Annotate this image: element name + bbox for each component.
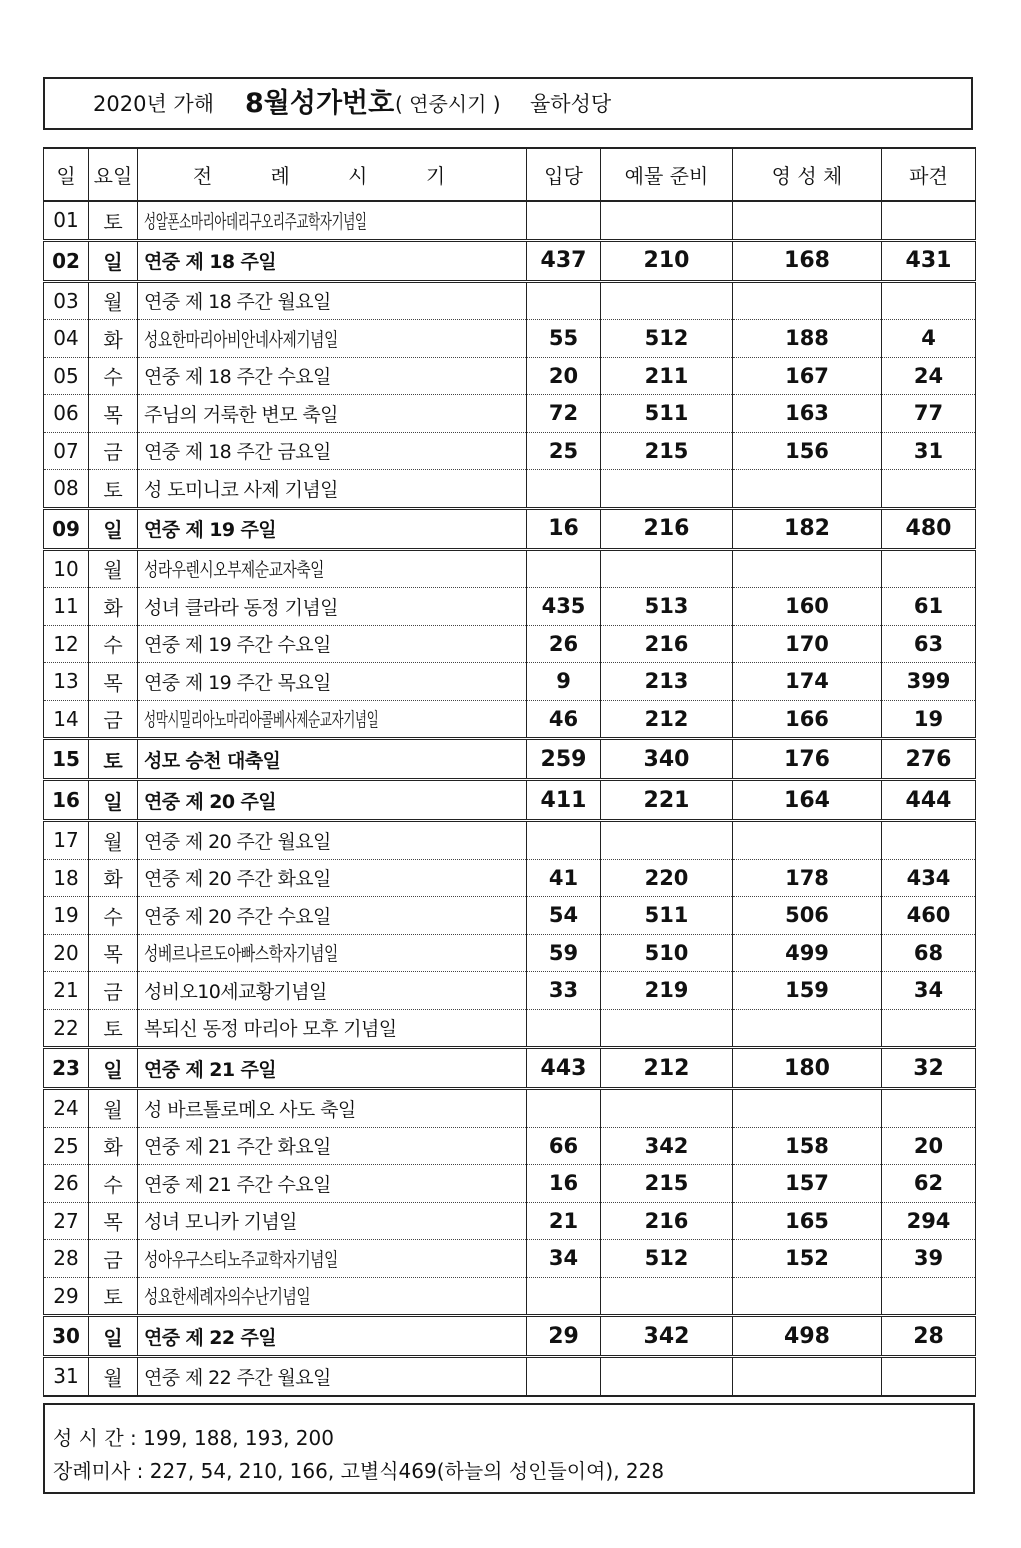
cell-day: 18 xyxy=(44,859,89,897)
cell-liturgy xyxy=(138,201,527,240)
cell-dow: 화 xyxy=(89,859,138,897)
table-row xyxy=(44,432,976,470)
cell-dow: 화 xyxy=(89,1127,138,1165)
table-row xyxy=(44,897,976,935)
table-row xyxy=(44,1165,976,1203)
cell-offertory: 511 xyxy=(601,897,733,935)
cell-entrance: 25 xyxy=(527,432,601,470)
cell-day: 30 xyxy=(44,1316,89,1357)
cell-day: 10 xyxy=(44,549,89,588)
cell-communion: 165 xyxy=(733,1202,882,1240)
cell-offertory: 212 xyxy=(601,700,733,739)
cell-entrance: 54 xyxy=(527,897,601,935)
cell-liturgy: 연중 제 20 주간 화요일 xyxy=(138,859,527,897)
cell-communion xyxy=(733,1009,882,1048)
cell-offertory: 220 xyxy=(601,859,733,897)
cell-liturgy: 연중 제 19 주간 목요일 xyxy=(138,663,527,701)
hymn-table xyxy=(43,147,976,1397)
cell-liturgy: 연중 제 19 주일 xyxy=(138,508,527,549)
cell-dow: 토 xyxy=(89,1009,138,1048)
cell-dismissal: 480 xyxy=(882,508,976,549)
liturgy-text: 성막시밀리아노마리아콜베사제순교자기념일 xyxy=(144,709,379,732)
cell-dismissal: 399 xyxy=(882,663,976,701)
cell-entrance: 72 xyxy=(527,395,601,433)
col-header-dismissal: 파견 xyxy=(882,148,976,201)
cell-communion: 166 xyxy=(733,700,882,739)
cell-day: 03 xyxy=(44,281,89,320)
cell-liturgy: 성비오10세교황기념일 xyxy=(138,972,527,1010)
cell-entrance: 443 xyxy=(527,1048,601,1089)
cell-day: 25 xyxy=(44,1127,89,1165)
cell-dow: 수 xyxy=(89,1165,138,1203)
cell-day: 23 xyxy=(44,1048,89,1089)
table-row xyxy=(44,395,976,433)
table-row xyxy=(44,508,976,549)
cell-day: 19 xyxy=(44,897,89,935)
table-row xyxy=(44,1089,976,1128)
cell-communion: 159 xyxy=(733,972,882,1010)
table-row xyxy=(44,281,976,320)
cell-offertory: 221 xyxy=(601,780,733,821)
cell-dismissal: 294 xyxy=(882,1202,976,1240)
table-row xyxy=(44,1127,976,1165)
cell-liturgy xyxy=(138,1277,527,1316)
liturgy-text: 성알폰소마리아데리구오리주교학자기념일 xyxy=(144,210,367,233)
cell-entrance xyxy=(527,281,601,320)
cell-communion: 174 xyxy=(733,663,882,701)
cell-liturgy: 연중 제 19 주간 수요일 xyxy=(138,625,527,663)
cell-day: 20 xyxy=(44,934,89,972)
cell-dow: 일 xyxy=(89,508,138,549)
cell-dow: 토 xyxy=(89,739,138,780)
cell-liturgy: 복되신 동정 마리아 모후 기념일 xyxy=(138,1009,527,1048)
table-body xyxy=(44,201,976,1396)
cell-communion xyxy=(733,549,882,588)
cell-dow: 토 xyxy=(89,470,138,509)
cell-dismissal: 39 xyxy=(882,1240,976,1278)
cell-dismissal xyxy=(882,549,976,588)
cell-dismissal: 4 xyxy=(882,320,976,358)
cell-entrance: 16 xyxy=(527,508,601,549)
cell-dow: 목 xyxy=(89,934,138,972)
cell-entrance: 33 xyxy=(527,972,601,1010)
cell-liturgy: 성 도미니코 사제 기념일 xyxy=(138,470,527,509)
cell-dow: 월 xyxy=(89,1089,138,1128)
table-row xyxy=(44,588,976,626)
cell-communion: 168 xyxy=(733,240,882,281)
cell-entrance: 29 xyxy=(527,1316,601,1357)
cell-dow: 토 xyxy=(89,201,138,240)
cell-entrance xyxy=(527,1357,601,1396)
liturgy-text: 성요한마리아비안네사제기념일 xyxy=(144,328,338,351)
cell-offertory: 342 xyxy=(601,1127,733,1165)
cell-day: 16 xyxy=(44,780,89,821)
cell-entrance xyxy=(527,549,601,588)
header-box xyxy=(43,77,973,130)
liturgy-text: 성요한세례자의수난기념일 xyxy=(144,1286,311,1309)
cell-dow: 수 xyxy=(89,625,138,663)
cell-day: 31 xyxy=(44,1357,89,1396)
table-row xyxy=(44,470,976,509)
cell-dismissal: 34 xyxy=(882,972,976,1010)
cell-dow: 수 xyxy=(89,357,138,395)
cell-liturgy: 연중 제 18 주간 금요일 xyxy=(138,432,527,470)
table-row xyxy=(44,1277,976,1316)
header-year: 2020년 가해 xyxy=(93,92,214,116)
cell-liturgy: 성모 승천 대축일 xyxy=(138,739,527,780)
cell-communion xyxy=(733,1357,882,1396)
cell-day: 11 xyxy=(44,588,89,626)
table-row xyxy=(44,1316,976,1357)
cell-communion: 188 xyxy=(733,320,882,358)
cell-day: 05 xyxy=(44,357,89,395)
table-row xyxy=(44,201,976,240)
cell-entrance: 411 xyxy=(527,780,601,821)
col-header-offertory: 예물 준비 xyxy=(601,148,733,201)
cell-liturgy: 성 바르톨로메오 사도 축일 xyxy=(138,1089,527,1128)
cell-liturgy: 연중 제 20 주일 xyxy=(138,780,527,821)
cell-offertory: 219 xyxy=(601,972,733,1010)
cell-dow: 일 xyxy=(89,1048,138,1089)
cell-entrance: 26 xyxy=(527,625,601,663)
cell-entrance: 20 xyxy=(527,357,601,395)
cell-dismissal: 19 xyxy=(882,700,976,739)
cell-offertory xyxy=(601,1009,733,1048)
cell-dow: 월 xyxy=(89,821,138,860)
cell-entrance: 259 xyxy=(527,739,601,780)
cell-offertory: 210 xyxy=(601,240,733,281)
table-row xyxy=(44,1240,976,1278)
cell-dow: 목 xyxy=(89,395,138,433)
cell-liturgy: 연중 제 22 주간 월요일 xyxy=(138,1357,527,1396)
cell-entrance: 41 xyxy=(527,859,601,897)
cell-communion: 158 xyxy=(733,1127,882,1165)
cell-liturgy xyxy=(138,320,527,358)
cell-offertory: 216 xyxy=(601,625,733,663)
cell-dismissal: 444 xyxy=(882,780,976,821)
table-row xyxy=(44,972,976,1010)
cell-offertory: 513 xyxy=(601,588,733,626)
cell-dow: 금 xyxy=(89,432,138,470)
cell-offertory: 340 xyxy=(601,739,733,780)
cell-offertory xyxy=(601,1357,733,1396)
cell-day: 17 xyxy=(44,821,89,860)
cell-day: 02 xyxy=(44,240,89,281)
cell-day: 13 xyxy=(44,663,89,701)
cell-day: 29 xyxy=(44,1277,89,1316)
cell-day: 26 xyxy=(44,1165,89,1203)
cell-communion xyxy=(733,1277,882,1316)
cell-offertory: 213 xyxy=(601,663,733,701)
cell-dismissal: 20 xyxy=(882,1127,976,1165)
table-row xyxy=(44,240,976,281)
cell-entrance: 46 xyxy=(527,700,601,739)
table-row xyxy=(44,1202,976,1240)
cell-offertory: 510 xyxy=(601,934,733,972)
table-row xyxy=(44,320,976,358)
cell-offertory: 512 xyxy=(601,320,733,358)
cell-liturgy: 연중 제 20 주간 월요일 xyxy=(138,821,527,860)
cell-day: 14 xyxy=(44,700,89,739)
cell-offertory xyxy=(601,1277,733,1316)
table-row xyxy=(44,934,976,972)
cell-day: 22 xyxy=(44,1009,89,1048)
cell-dismissal xyxy=(882,1277,976,1316)
cell-dow: 금 xyxy=(89,972,138,1010)
cell-dismissal xyxy=(882,1089,976,1128)
cell-dismissal: 24 xyxy=(882,357,976,395)
cell-dismissal xyxy=(882,1357,976,1396)
table-row xyxy=(44,1048,976,1089)
cell-dismissal: 434 xyxy=(882,859,976,897)
cell-liturgy xyxy=(138,549,527,588)
footer-funeral-mass: 장례미사 : 227, 54, 210, 166, 고별식469(하늘의 성인들이여), 228 xyxy=(53,1459,665,1483)
cell-dismissal: 62 xyxy=(882,1165,976,1203)
cell-liturgy xyxy=(138,1240,527,1278)
cell-entrance xyxy=(527,821,601,860)
cell-liturgy: 연중 제 21 주일 xyxy=(138,1048,527,1089)
cell-entrance: 66 xyxy=(527,1127,601,1165)
cell-entrance xyxy=(527,201,601,240)
cell-liturgy: 연중 제 22 주일 xyxy=(138,1316,527,1357)
cell-dismissal: 460 xyxy=(882,897,976,935)
liturgy-text: 성라우렌시오부제순교자축일 xyxy=(144,559,325,582)
cell-day: 09 xyxy=(44,508,89,549)
cell-communion: 152 xyxy=(733,1240,882,1278)
cell-entrance: 435 xyxy=(527,588,601,626)
cell-day: 21 xyxy=(44,972,89,1010)
col-header-communion: 영 성 체 xyxy=(733,148,882,201)
cell-offertory: 211 xyxy=(601,357,733,395)
cell-liturgy: 연중 제 21 주간 화요일 xyxy=(138,1127,527,1165)
cell-liturgy: 연중 제 21 주간 수요일 xyxy=(138,1165,527,1203)
cell-communion: 167 xyxy=(733,357,882,395)
cell-communion: 178 xyxy=(733,859,882,897)
cell-entrance xyxy=(527,470,601,509)
cell-dow: 화 xyxy=(89,320,138,358)
table-row xyxy=(44,663,976,701)
cell-day: 08 xyxy=(44,470,89,509)
cell-communion: 157 xyxy=(733,1165,882,1203)
cell-offertory xyxy=(601,549,733,588)
cell-offertory: 342 xyxy=(601,1316,733,1357)
cell-communion: 170 xyxy=(733,625,882,663)
cell-dismissal: 431 xyxy=(882,240,976,281)
cell-communion: 180 xyxy=(733,1048,882,1089)
table-header-row xyxy=(44,148,976,201)
cell-offertory xyxy=(601,821,733,860)
header-season: ( 연중시기 ) xyxy=(395,92,501,116)
cell-offertory: 215 xyxy=(601,432,733,470)
table-row xyxy=(44,700,976,739)
col-header-dow: 요일 xyxy=(89,148,138,201)
cell-dismissal xyxy=(882,821,976,860)
cell-offertory: 216 xyxy=(601,1202,733,1240)
table-row xyxy=(44,821,976,860)
cell-day: 04 xyxy=(44,320,89,358)
cell-communion: 164 xyxy=(733,780,882,821)
cell-dismissal: 31 xyxy=(882,432,976,470)
table-row xyxy=(44,859,976,897)
cell-day: 24 xyxy=(44,1089,89,1128)
cell-day: 06 xyxy=(44,395,89,433)
cell-communion xyxy=(733,281,882,320)
cell-dow: 목 xyxy=(89,663,138,701)
cell-offertory xyxy=(601,470,733,509)
cell-dow: 화 xyxy=(89,588,138,626)
table-row xyxy=(44,739,976,780)
cell-offertory: 212 xyxy=(601,1048,733,1089)
liturgy-text: 성아우구스티노주교학자기념일 xyxy=(144,1248,338,1271)
cell-dismissal: 68 xyxy=(882,934,976,972)
header-parish: 율하성당 xyxy=(530,92,612,116)
cell-day: 12 xyxy=(44,625,89,663)
cell-entrance: 9 xyxy=(527,663,601,701)
cell-offertory xyxy=(601,201,733,240)
table-row xyxy=(44,357,976,395)
cell-offertory xyxy=(601,1089,733,1128)
col-header-day: 일 xyxy=(44,148,89,201)
cell-entrance: 59 xyxy=(527,934,601,972)
cell-entrance xyxy=(527,1009,601,1048)
cell-entrance: 55 xyxy=(527,320,601,358)
table-row xyxy=(44,625,976,663)
cell-liturgy: 연중 제 20 주간 수요일 xyxy=(138,897,527,935)
cell-offertory: 216 xyxy=(601,508,733,549)
cell-liturgy: 성녀 모니카 기념일 xyxy=(138,1202,527,1240)
cell-offertory xyxy=(601,281,733,320)
cell-offertory: 511 xyxy=(601,395,733,433)
cell-dismissal: 28 xyxy=(882,1316,976,1357)
cell-communion xyxy=(733,821,882,860)
cell-entrance: 21 xyxy=(527,1202,601,1240)
cell-day: 01 xyxy=(44,201,89,240)
cell-liturgy: 주님의 거룩한 변모 축일 xyxy=(138,395,527,433)
cell-communion: 156 xyxy=(733,432,882,470)
cell-dismissal: 61 xyxy=(882,588,976,626)
cell-dismissal xyxy=(882,1009,976,1048)
cell-dow: 금 xyxy=(89,1240,138,1278)
cell-dismissal xyxy=(882,201,976,240)
cell-liturgy xyxy=(138,934,527,972)
footer-holy-hour: 성 시 간 : 199, 188, 193, 200 xyxy=(53,1426,334,1450)
liturgy-text: 성베르나르도아빠스학자기념일 xyxy=(144,943,338,966)
cell-dow: 수 xyxy=(89,897,138,935)
cell-liturgy: 연중 제 18 주일 xyxy=(138,240,527,281)
cell-communion: 160 xyxy=(733,588,882,626)
cell-dismissal xyxy=(882,281,976,320)
cell-liturgy: 연중 제 18 주간 수요일 xyxy=(138,357,527,395)
cell-entrance: 437 xyxy=(527,240,601,281)
table-row xyxy=(44,780,976,821)
cell-dow: 목 xyxy=(89,1202,138,1240)
cell-entrance: 34 xyxy=(527,1240,601,1278)
col-header-liturgy: 전 례 시 기 xyxy=(138,148,527,201)
cell-communion: 499 xyxy=(733,934,882,972)
cell-dismissal: 77 xyxy=(882,395,976,433)
table-row xyxy=(44,1357,976,1396)
table-row xyxy=(44,1009,976,1048)
cell-communion xyxy=(733,1089,882,1128)
cell-dow: 일 xyxy=(89,780,138,821)
cell-offertory: 215 xyxy=(601,1165,733,1203)
cell-communion: 498 xyxy=(733,1316,882,1357)
cell-entrance xyxy=(527,1089,601,1128)
cell-communion: 506 xyxy=(733,897,882,935)
cell-communion: 176 xyxy=(733,739,882,780)
page-title: 8월성가번호 xyxy=(245,88,395,119)
cell-communion: 182 xyxy=(733,508,882,549)
cell-dismissal xyxy=(882,470,976,509)
cell-liturgy xyxy=(138,700,527,739)
cell-day: 28 xyxy=(44,1240,89,1278)
cell-dismissal: 63 xyxy=(882,625,976,663)
table-row xyxy=(44,549,976,588)
cell-dow: 일 xyxy=(89,1316,138,1357)
cell-dow: 월 xyxy=(89,281,138,320)
cell-offertory: 512 xyxy=(601,1240,733,1278)
cell-dow: 월 xyxy=(89,549,138,588)
cell-communion: 163 xyxy=(733,395,882,433)
cell-dow: 일 xyxy=(89,240,138,281)
cell-liturgy: 연중 제 18 주간 월요일 xyxy=(138,281,527,320)
cell-communion xyxy=(733,470,882,509)
cell-communion xyxy=(733,201,882,240)
cell-day: 07 xyxy=(44,432,89,470)
cell-dow: 금 xyxy=(89,700,138,739)
col-header-entrance: 입당 xyxy=(527,148,601,201)
cell-dismissal: 276 xyxy=(882,739,976,780)
cell-dow: 월 xyxy=(89,1357,138,1396)
footer-notes xyxy=(43,1403,975,1494)
cell-dismissal: 32 xyxy=(882,1048,976,1089)
cell-liturgy: 성녀 클라라 동정 기념일 xyxy=(138,588,527,626)
cell-day: 27 xyxy=(44,1202,89,1240)
cell-entrance xyxy=(527,1277,601,1316)
cell-day: 15 xyxy=(44,739,89,780)
cell-dow: 토 xyxy=(89,1277,138,1316)
cell-entrance: 16 xyxy=(527,1165,601,1203)
